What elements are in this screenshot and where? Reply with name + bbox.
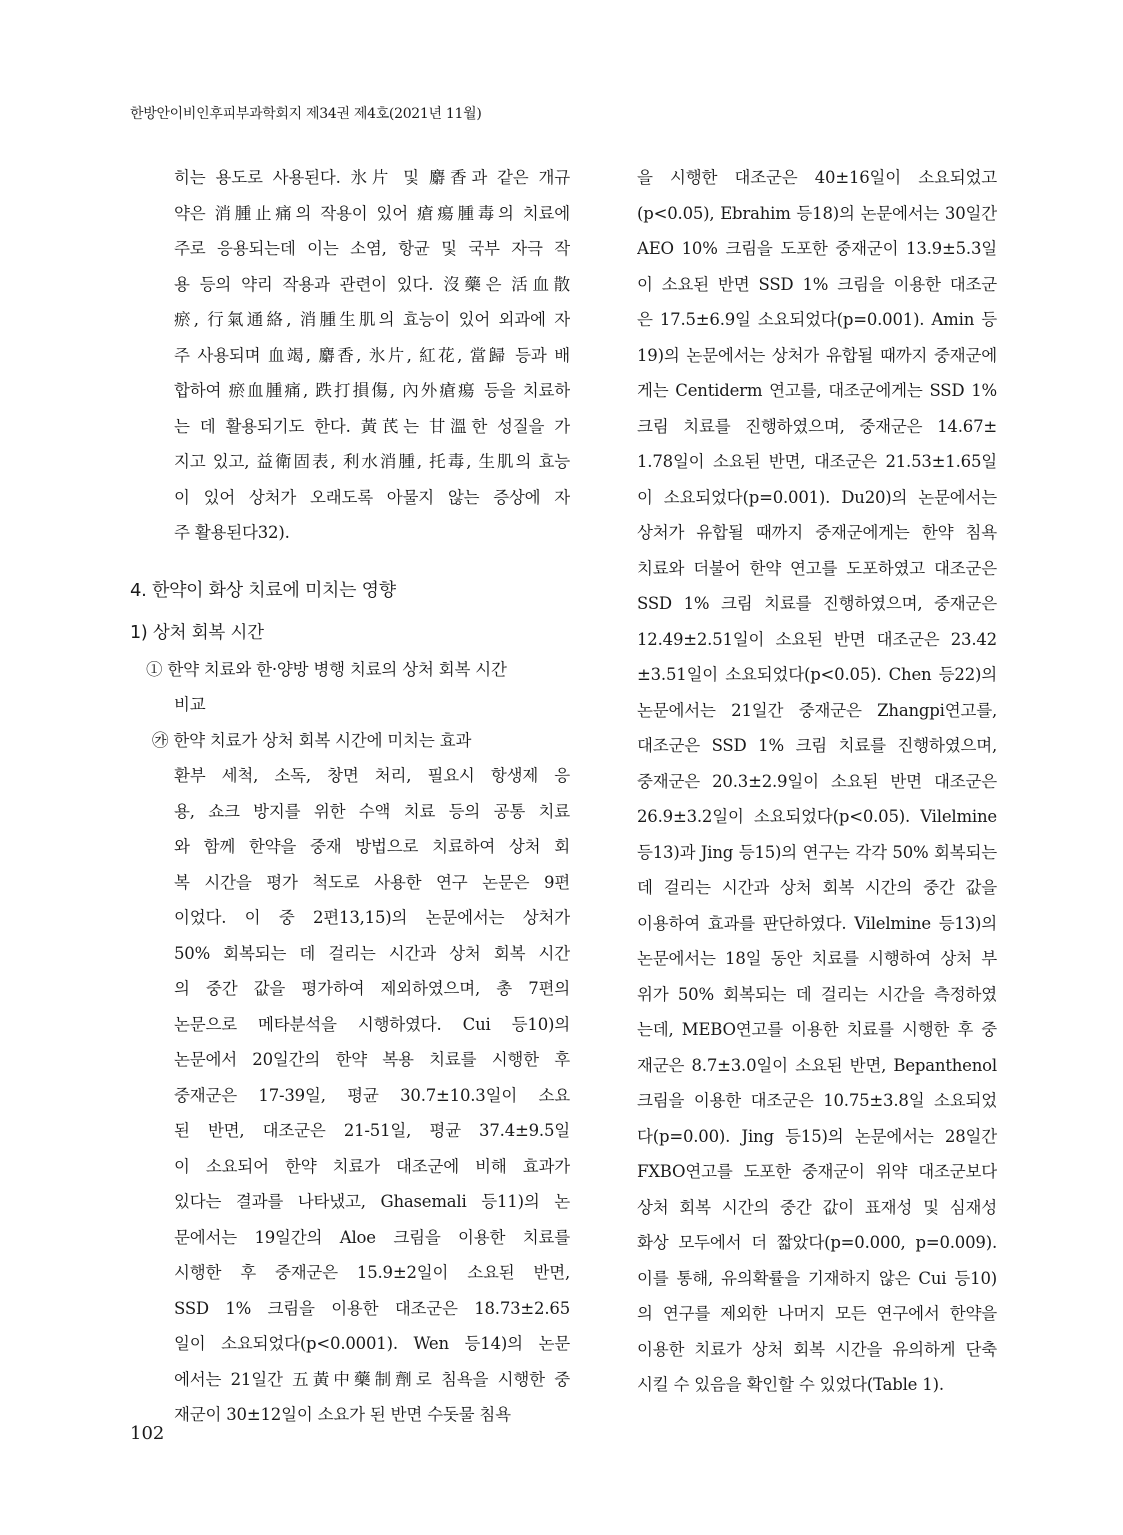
text-line: 이용하여 효과를 판단하였다. Vilelmine 등13)의 [637, 913, 997, 933]
text-line: (p<0.05), Ebrahim 등18)의 논문에서는 30일간 [637, 203, 997, 223]
text-line: 위가 50% 회복되는 데 걸리는 시간을 측정하였 [637, 984, 997, 1004]
text-line: 게는 Centiderm 연고를, 대조군에게는 SSD 1% [637, 381, 997, 400]
text-line: 된 반면, 대조군은 21-51일, 평균 37.4±9.5일 [174, 1121, 570, 1140]
text-line: 재군은 8.7±3.0일이 소요된 반면, Bepanthenol [637, 1055, 997, 1075]
text-line: 논문에서 20일간의 한약 복용 치료를 시행한 후 [174, 1050, 570, 1069]
text-line: 히는 용도로 사용된다. 氷片 및 麝香과 같은 개규 [174, 168, 570, 187]
body-paragraph [130, 758, 570, 1433]
text-line: 이었다. 이 중 2편13,15)의 논문에서는 상처가 [174, 908, 570, 927]
text-line: 이 소요된 반면 SSD 1% 크림을 이용한 대조군 [637, 274, 997, 294]
text-line: SSD 1% 크림 치료를 진행하였으며, 중재군은 [637, 594, 997, 613]
text-line: AEO 10% 크림을 도포한 중재군이 13.9±5.3일 [637, 239, 997, 258]
text-line: 다(p=0.00). Jing 등15)의 논문에서는 28일간 [637, 1126, 997, 1146]
text-line: 대조군은 SSD 1% 크림 치료를 진행하였으며, [637, 736, 997, 755]
text-line: 합하여 瘀血腫痛, 跌打損傷, 內外瘡瘍 등을 치료하 [174, 381, 570, 400]
text-line: 용, 쇼크 방지를 위한 수액 치료 등의 공통 치료 [174, 801, 570, 821]
text-line: 주로 응용되는데 이는 소염, 항균 및 국부 자극 작 [174, 239, 570, 258]
text-line: 12.49±2.51일이 소요된 반면 대조군은 23.42 [637, 629, 997, 649]
text-line: 19)의 논문에서는 상처가 유합될 때까지 중재군에 [637, 345, 997, 365]
text-line: 에서는 21일간 五黃中藥制劑로 침욕을 시행한 중 [174, 1369, 570, 1389]
text-line: 크림 치료를 진행하였으며, 중재군은 14.67± [637, 416, 997, 436]
text-line: 일이 소요되었다(p<0.0001). Wen 등14)의 논문 [174, 1334, 570, 1353]
text-line: 등13)과 Jing 등15)의 연구는 각각 50% 회복되는 [637, 842, 997, 862]
text-line: 환부 세척, 소독, 창면 처리, 필요시 항생제 응 [174, 766, 570, 785]
text-line: 논문으로 메타분석을 시행하였다. Cui 등10)의 [174, 1014, 570, 1034]
text-line: 재군이 30±12일이 소요가 된 반면 수돗물 침욕 [174, 1405, 511, 1424]
text-line: 지고 있고, 益衛固表, 利水消腫, 托毒, 生肌의 효능 [174, 452, 570, 471]
subsection-heading: 1) 상처 회복 시간 [130, 623, 264, 643]
left-column [130, 160, 570, 1433]
section-heading: 4. 한약이 화상 치료에 미치는 영향 [130, 579, 396, 601]
text-line: 상처가 유합될 때까지 중재군에게는 한약 침욕 [637, 523, 997, 542]
item-heading-line2: 비교 [174, 695, 206, 714]
text-line: 상처 회복 시간의 중간 값이 표재성 및 심재성 [637, 1197, 997, 1217]
text-line: 화상 모두에서 더 짧았다(p=0.000, p=0.009). [637, 1233, 997, 1252]
text-line: 시킬 수 있음을 확인할 수 있었다(Table 1). [637, 1375, 944, 1394]
text-line: 치료와 더불어 한약 연고를 도포하였고 대조군은 [637, 558, 997, 578]
text-line: 문에서는 19일간의 Aloe 크림을 이용한 치료를 [174, 1227, 570, 1247]
text-line: 와 함께 한약을 중재 방법으로 치료하여 상처 회 [174, 837, 570, 856]
text-line: 있다는 결과를 나타냈고, Ghasemali 등11)의 논 [174, 1192, 570, 1211]
text-line: 용 등의 약리 작용과 관련이 있다. 沒藥은 活血散 [174, 274, 570, 294]
text-line: 이 소요되어 한약 치료가 대조군에 비해 효과가 [174, 1156, 570, 1176]
text-line: 논문에서는 21일간 중재군은 Zhangpi연고를, [637, 700, 997, 720]
intro-paragraph [130, 160, 570, 551]
text-line: SSD 1% 크림을 이용한 대조군은 18.73±2.65 [174, 1298, 570, 1318]
item-heading-line1: ① 한약 치료와 한·양방 병행 치료의 상처 회복 시간 [146, 659, 507, 679]
text-line: 이를 통해, 유의확률을 기재하지 않은 Cui 등10) [637, 1268, 997, 1288]
running-header: 한방안이비인후피부과학회지 제34권 제4호(2021년 11월) [130, 106, 482, 122]
text-line: 는데, MEBO연고를 이용한 치료를 시행한 후 중 [637, 1020, 997, 1039]
text-line: 데 걸리는 시간과 상처 회복 시간의 중간 값을 [637, 878, 997, 897]
text-line: 주 사용되며 血竭, 麝香, 氷片, 紅花, 當歸 등과 배 [174, 345, 570, 365]
text-line: 이 있어 상처가 오래도록 아물지 않는 증상에 자 [174, 487, 570, 507]
text-line: 는 데 활용되기도 한다. 黃芪는 甘溫한 성질을 가 [174, 416, 570, 436]
text-line: 50% 회복되는 데 걸리는 시간과 상처 회복 시간 [174, 943, 570, 963]
text-line: 의 연구를 제외한 나머지 모든 연구에서 한약을 [637, 1304, 997, 1323]
subitem-heading: ㉮ 한약 치료가 상처 회복 시간에 미치는 효과 [152, 730, 472, 750]
text-line: 1.78일이 소요된 반면, 대조군은 21.53±1.65일 [637, 452, 997, 471]
text-line: ±3.51일이 소요되었다(p<0.05). Chen 등22)의 [637, 665, 997, 684]
right-column [637, 160, 997, 1403]
text-line: 주 활용된다32). [174, 523, 290, 542]
text-line: 중재군은 17-39일, 평균 30.7±10.3일이 소요 [174, 1085, 570, 1105]
text-line: 논문에서는 18일 동안 치료를 시행하여 상처 부 [637, 949, 997, 968]
text-line: 은 17.5±6.9일 소요되었다(p=0.001). Amin 등 [637, 310, 997, 329]
text-line: 26.9±3.2일이 소요되었다(p<0.05). Vilelmine [637, 807, 997, 826]
text-line: 이 소요되었다(p=0.001). Du20)의 논문에서는 [637, 487, 997, 507]
text-line: 의 중간 값을 평가하여 제외하였으며, 총 7편의 [174, 979, 570, 998]
text-line: 시행한 후 중재군은 15.9±2일이 소요된 반면, [174, 1263, 570, 1282]
text-line: FXBO연고를 도포한 중재군이 위약 대조군보다 [637, 1162, 997, 1181]
text-line: 크림을 이용한 대조군은 10.75±3.8일 소요되었 [637, 1091, 997, 1110]
text-line: 을 시행한 대조군은 40±16일이 소요되었고 [637, 168, 997, 187]
page-number: 102 [130, 1423, 165, 1444]
text-line: 중재군은 20.3±2.9일이 소요된 반면 대조군은 [637, 771, 997, 791]
right-paragraph [637, 160, 997, 1403]
text-line: 약은 消腫止痛의 작용이 있어 瘡瘍腫毒의 치료에 [174, 203, 570, 223]
text-line: 瘀, 行氣通絡, 消腫生肌의 효능이 있어 외과에 자 [174, 310, 570, 329]
text-line: 이용한 치료가 상처 회복 시간을 유의하게 단축 [637, 1339, 997, 1359]
text-line: 복 시간을 평가 척도로 사용한 연구 논문은 9편 [174, 872, 570, 892]
